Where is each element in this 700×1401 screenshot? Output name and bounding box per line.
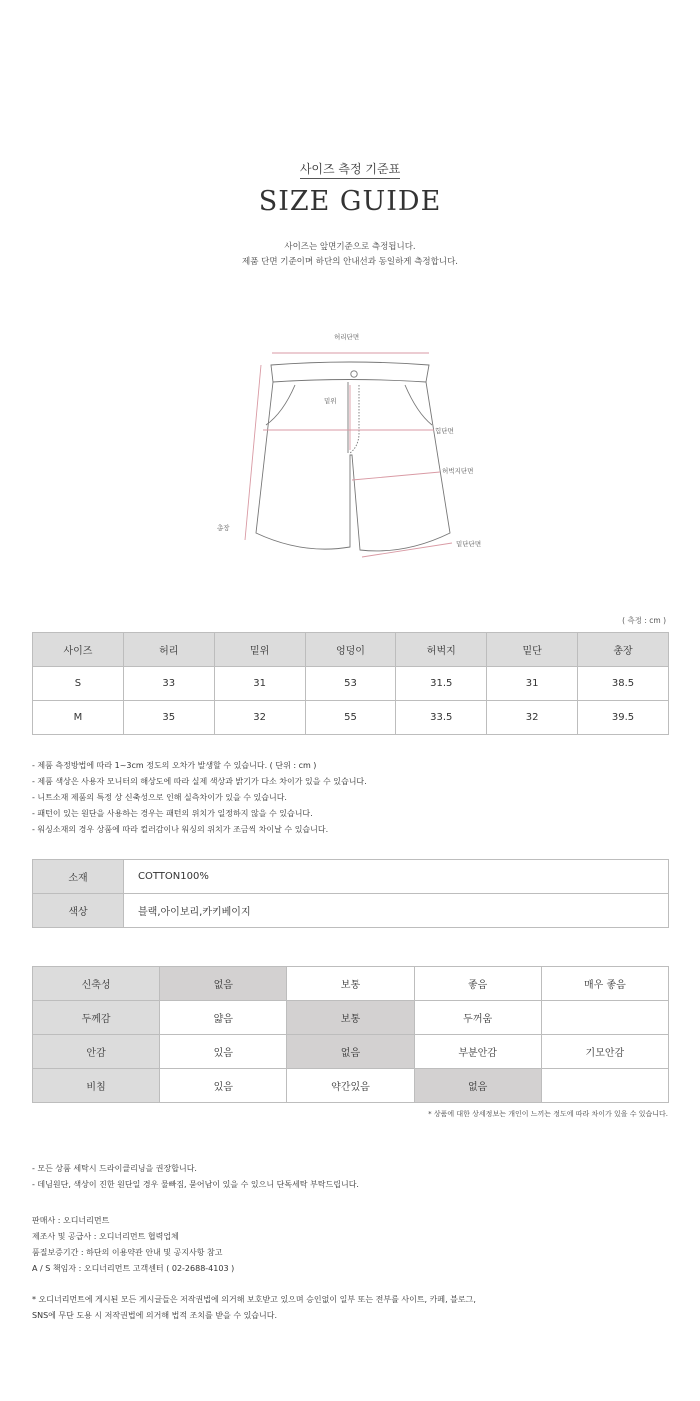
note-line: - 워싱소재의 경우 상품에 따라 컬러감이나 워싱의 위치가 조금씩 차이날 수 있습니다. [32, 825, 329, 834]
intro-text [0, 240, 700, 270]
intro-line-2: 제품 단면 기준이며 하단의 안내선과 동일하게 측정합니다. [242, 257, 458, 267]
table-cell: 33 [123, 667, 214, 701]
unit-note: ( 측정 : cm ) [622, 616, 666, 625]
table-cell [541, 1001, 668, 1035]
thickness-label: 두께감 [33, 1001, 160, 1035]
color-row [33, 894, 669, 928]
table-cell: 35 [123, 701, 214, 735]
stretch-row [33, 967, 669, 1001]
size-table [32, 632, 669, 735]
table-cell: 31 [487, 667, 578, 701]
col-header-thigh: 허벅지 [396, 633, 487, 667]
table-cell-selected: 없음 [160, 967, 287, 1001]
shorts-measurement-diagram [200, 325, 500, 565]
table-cell: 38.5 [578, 667, 669, 701]
as-contact-line: A / S 책임자 : 오디너리먼트 고객센터 ( 02-2688-4103 ) [32, 1264, 235, 1273]
thigh-label: 허벅지단면 [442, 467, 474, 475]
waist-label: 허리단면 [334, 333, 360, 341]
table-cell: 32 [487, 701, 578, 735]
thigh-measure-line [352, 472, 440, 480]
table-cell-selected: 없음 [414, 1069, 541, 1103]
section-subtitle-text: 사이즈 측정 기준표 [300, 162, 400, 179]
size-table-header-row [33, 633, 669, 667]
table-cell: 31.5 [396, 667, 487, 701]
copyright-line: SNS에 무단 도용 시 저작권법에 의거해 법적 조치를 받을 수 있습니다. [32, 1311, 278, 1320]
col-header-rise: 밑위 [214, 633, 305, 667]
fly-stitch [350, 385, 359, 453]
care-line: - 데님원단, 색상이 진한 원단일 경우 물빠짐, 묻어남이 있을 수 있으니 단독세탁 부탁드립니다. [32, 1180, 359, 1189]
section-subtitle [0, 160, 700, 177]
material-row [33, 860, 669, 894]
care-line: - 모든 상품 세탁시 드라이클리닝을 권장합니다. [32, 1164, 197, 1173]
note-line: - 제품 색상은 사용자 모니터의 해상도에 따라 실제 색상과 밝기가 다소 차이가 있을 수 있습니다. [32, 777, 367, 786]
table-row [33, 667, 669, 701]
waistband-outline [271, 362, 429, 382]
table-cell: S [33, 667, 124, 701]
care-instructions [32, 1161, 359, 1193]
fabric-feel-table [32, 966, 669, 1103]
table-cell: M [33, 701, 124, 735]
material-value: COTTON100% [124, 860, 669, 894]
table-cell: 33.5 [396, 701, 487, 735]
table-cell [541, 1069, 668, 1103]
table-cell: 매우 좋음 [541, 967, 668, 1001]
col-header-hem: 밑단 [487, 633, 578, 667]
lining-label: 안감 [33, 1035, 160, 1069]
shorts-illustration [200, 325, 500, 565]
page-title: SIZE GUIDE [258, 186, 442, 217]
table-cell: 얇음 [160, 1001, 287, 1035]
manufacturer-line: 제조사 및 공급사 : 오디너리먼트 협력업체 [32, 1232, 179, 1241]
lining-row [33, 1035, 669, 1069]
col-header-hip: 엉덩이 [305, 633, 396, 667]
note-line: - 니트소재 제품의 특정 상 신축성으로 인해 실측차이가 있을 수 있습니다. [32, 793, 287, 802]
table-row [33, 701, 669, 735]
color-value: 블랙,아이보리,카키베이지 [124, 894, 669, 928]
warranty-line: 품질보증기간 : 하단의 이용약관 안내 및 공지사항 참고 [32, 1248, 223, 1257]
thickness-row [33, 1001, 669, 1035]
table-cell: 보통 [287, 967, 414, 1001]
feel-table-note: * 상품에 대한 상세정보는 개인이 느끼는 정도에 따라 차이가 있을 수 있습니다. [428, 1110, 668, 1118]
table-cell-selected: 보통 [287, 1001, 414, 1035]
table-cell-selected: 없음 [287, 1035, 414, 1069]
hip-label: 힙단면 [435, 427, 454, 435]
table-cell: 부분안감 [414, 1035, 541, 1069]
col-header-waist: 허리 [123, 633, 214, 667]
col-header-size: 사이즈 [33, 633, 124, 667]
table-cell: 약간있음 [287, 1069, 414, 1103]
hem-measure-line [362, 543, 452, 557]
rise-label: 밑위 [324, 397, 337, 405]
shorts-body-outline [256, 382, 450, 551]
table-cell: 55 [305, 701, 396, 735]
material-table [32, 859, 669, 928]
material-label: 소재 [33, 860, 124, 894]
intro-line-1: 사이즈는 앞면기준으로 측정됩니다. [284, 242, 416, 252]
note-line: - 패턴이 있는 원단을 사용하는 경우는 패턴의 위치가 일정하지 않을 수 있습니다. [32, 809, 313, 818]
color-label: 색상 [33, 894, 124, 928]
table-cell: 기모안감 [541, 1035, 668, 1069]
table-cell: 두꺼움 [414, 1001, 541, 1035]
sheerness-label: 비침 [33, 1069, 160, 1103]
hem-label: 밑단단면 [456, 540, 482, 548]
table-cell: 31 [214, 667, 305, 701]
stretch-label: 신축성 [33, 967, 160, 1001]
table-cell: 좋음 [414, 967, 541, 1001]
table-cell: 32 [214, 701, 305, 735]
table-cell: 39.5 [578, 701, 669, 735]
table-cell: 53 [305, 667, 396, 701]
copyright-line: * 오디너리먼트에 게시된 모든 게시글들은 저작권법에 의거해 보호받고 있으며 승인없이 일부 또는 전부를 사이트, 카페, 블로그, [32, 1295, 476, 1304]
table-cell: 있음 [160, 1069, 287, 1103]
col-header-length: 총장 [578, 633, 669, 667]
length-label: 총장 [217, 524, 230, 532]
sheerness-row [33, 1069, 669, 1103]
right-pocket [405, 385, 432, 425]
note-line: - 제품 측정방법에 따라 1~3cm 정도의 오차가 발생할 수 있습니다. ( 단위 : cm ) [32, 761, 317, 770]
table-cell: 있음 [160, 1035, 287, 1069]
button-icon [351, 371, 357, 377]
copyright-notice [32, 1292, 476, 1324]
measurement-notes [32, 758, 367, 838]
seller-info [32, 1213, 234, 1277]
seller-line: 판매사 : 오디너리먼트 [32, 1216, 110, 1225]
